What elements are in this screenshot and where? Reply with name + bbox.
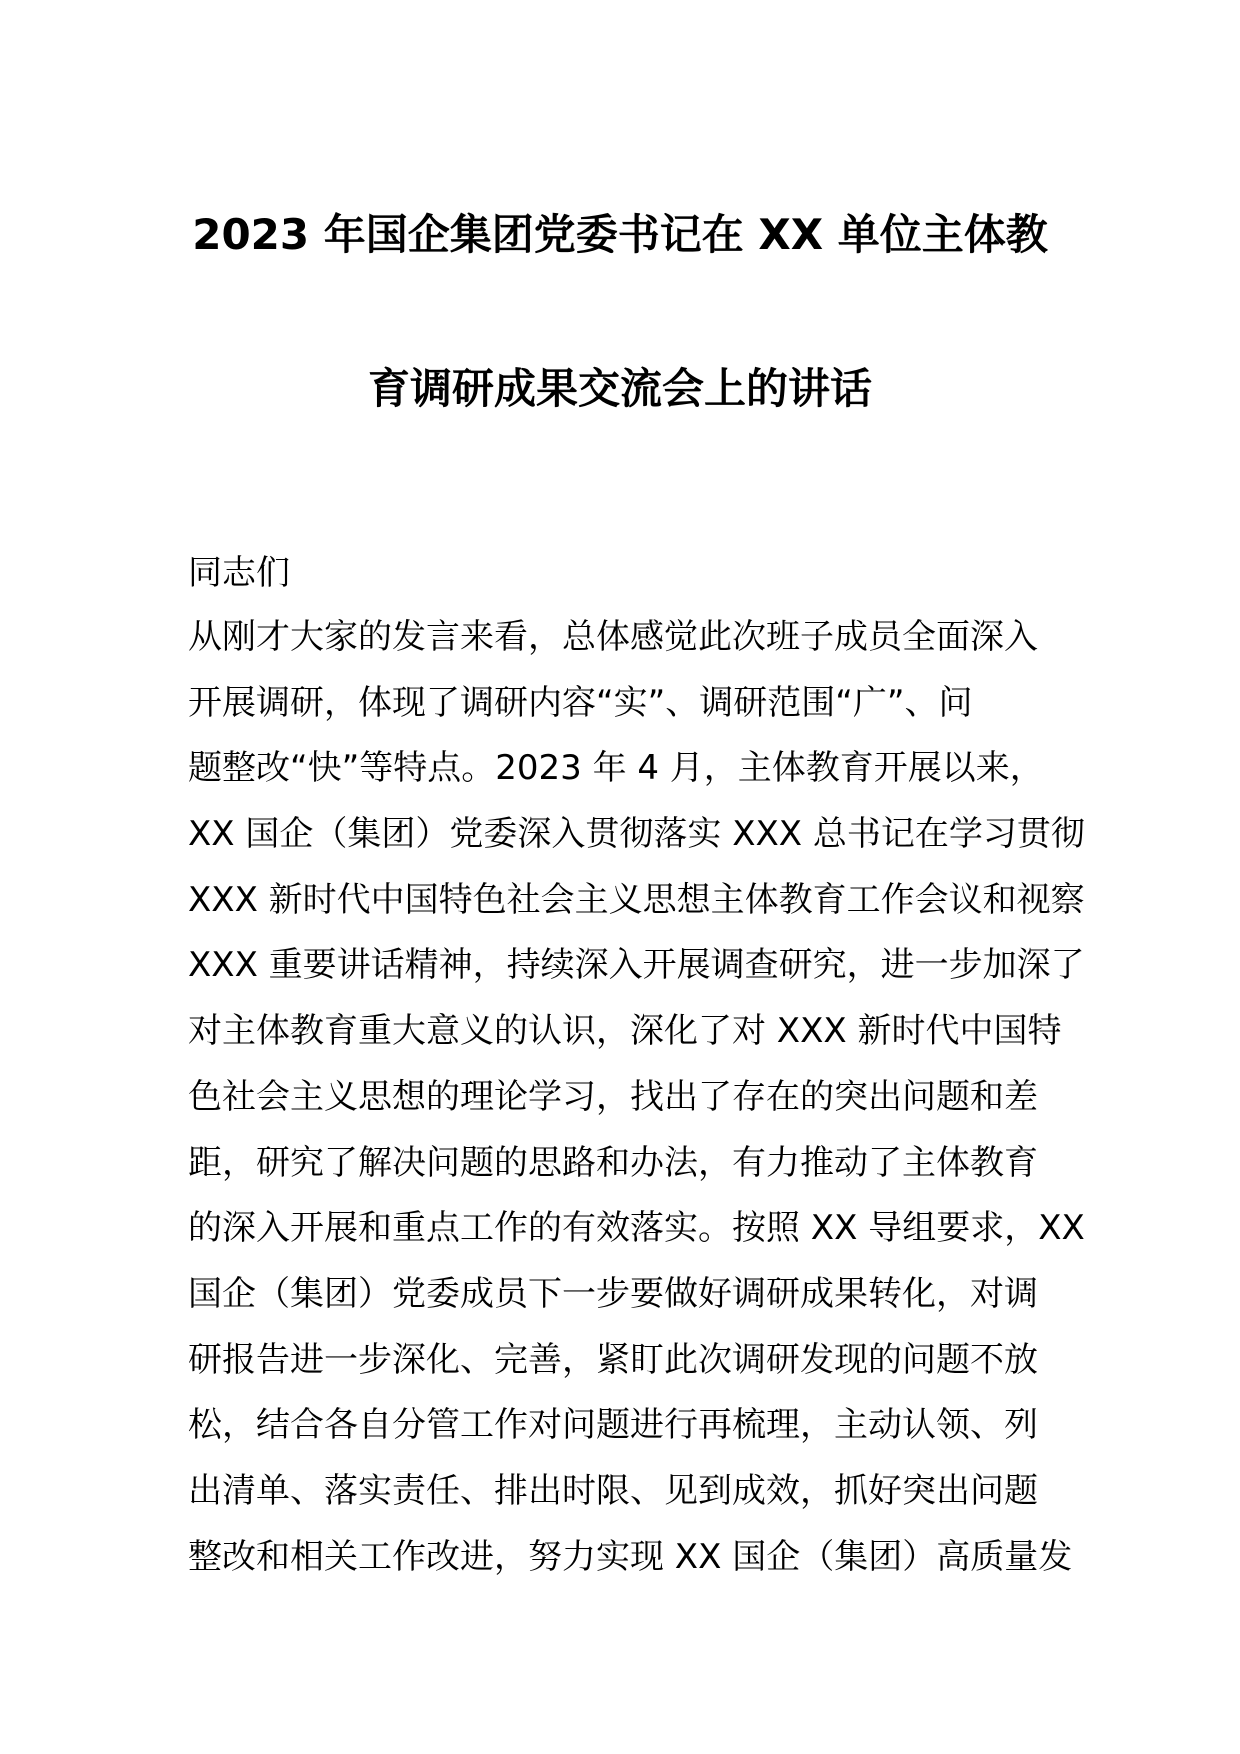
body-line: 题整改“快”等特点。2023 年 4 月，主体教育开展以来， [188, 748, 1044, 789]
body-paragraph [188, 612, 1088, 1597]
document-title-line-1: 2023 年国企集团党委书记在 XX 单位主体教 [192, 210, 1048, 259]
document-title-line-2: 育调研成果交流会上的讲话 [367, 364, 872, 413]
body-line: XXX 重要讲话精神，持续深入开展调查研究，进一步加深了 [188, 945, 1085, 986]
body-line: 距，研究了解决问题的思路和办法，有力推动了主体教育 [188, 1142, 1038, 1183]
body-line: 整改和相关工作改进，努力实现 XX 国企（集团）高质量发 [188, 1536, 1073, 1577]
body-line: 松，结合各自分管工作对问题进行再梳理，主动认领、列 [188, 1405, 1038, 1446]
body-line: 色社会主义思想的理论学习，找出了存在的突出问题和差 [188, 1076, 1038, 1117]
body-line: 从刚才大家的发言来看，总体感觉此次班子成员全面深入 [188, 617, 1038, 657]
body-line: 对主体教育重大意义的认识，深化了对 XXX 新时代中国特 [188, 1011, 1062, 1052]
body-line: 出清单、落实责任、排出时限、见到成效，抓好突出问题 [188, 1470, 1038, 1511]
body-line: XXX 新时代中国特色社会主义思想主体教育工作会议和视察 [188, 879, 1085, 920]
body-line: XX 国企（集团）党委深入贯彻落实 XXX 总书记在学习贯彻 [188, 814, 1085, 855]
body-line: 开展调研，体现了调研内容“实”、调研范围“广”、问 [188, 682, 973, 723]
salutation: 同志们 [188, 553, 290, 593]
body-line: 的深入开展和重点工作的有效落实。按照 XX 导组要求，XX [188, 1208, 1085, 1249]
body-line: 国企（集团）党委成员下一步要做好调研成果转化，对调 [188, 1273, 1038, 1314]
body-line: 研报告进一步深化、完善，紧盯此次调研发现的问题不放 [188, 1339, 1038, 1380]
